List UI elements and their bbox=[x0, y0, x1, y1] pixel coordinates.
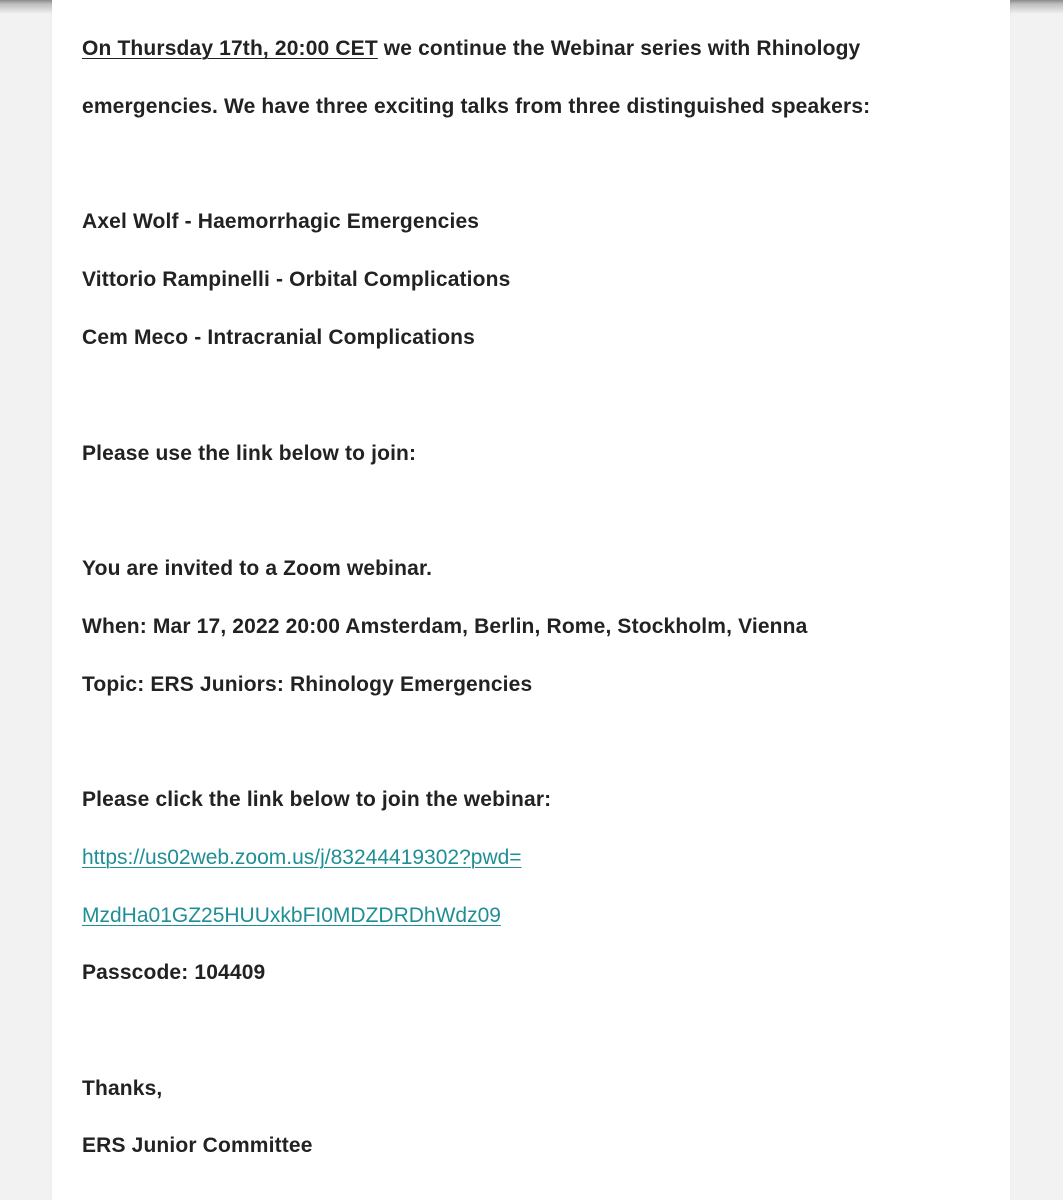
closing-thanks: Thanks, bbox=[82, 1077, 163, 1100]
zoom-topic: Topic: ERS Juniors: Rhinology Emergencies bbox=[82, 673, 533, 696]
talk-item: Vittorio Rampinelli - Orbital Complications bbox=[82, 268, 511, 291]
intro-line-2: emergencies. We have three exciting talks from three distinguished speakers: bbox=[82, 95, 871, 118]
intro-line-1-rest: we continue the Webinar series with Rhinology bbox=[377, 37, 861, 60]
talk-item: Cem Meco - Intracranial Complications bbox=[82, 326, 475, 349]
signature: ERS Junior Committee bbox=[82, 1134, 313, 1157]
webinar-link-line-1[interactable]: https://us02web.zoom.us/j/83244419302?pwd= bbox=[82, 846, 522, 869]
zoom-invite: You are invited to a Zoom webinar. bbox=[82, 557, 433, 580]
passcode: Passcode: 104409 bbox=[82, 961, 266, 984]
webinar-link-line-2[interactable]: MzdHa01GZ25HUUxkbFI0MDZDRDhWdz09 bbox=[82, 904, 501, 927]
talk-item: Axel Wolf - Haemorrhagic Emergencies bbox=[82, 210, 480, 233]
click-prompt: Please click the link below to join the webinar: bbox=[82, 788, 552, 811]
event-date: On Thursday 17th, 20:00 CET bbox=[82, 37, 378, 60]
email-body bbox=[52, 0, 1010, 1200]
intro-line-1 bbox=[82, 36, 860, 62]
zoom-when: When: Mar 17, 2022 20:00 Amsterdam, Berlin, Rome, Stockholm, Vienna bbox=[82, 615, 808, 638]
join-prompt: Please use the link below to join: bbox=[82, 442, 417, 465]
